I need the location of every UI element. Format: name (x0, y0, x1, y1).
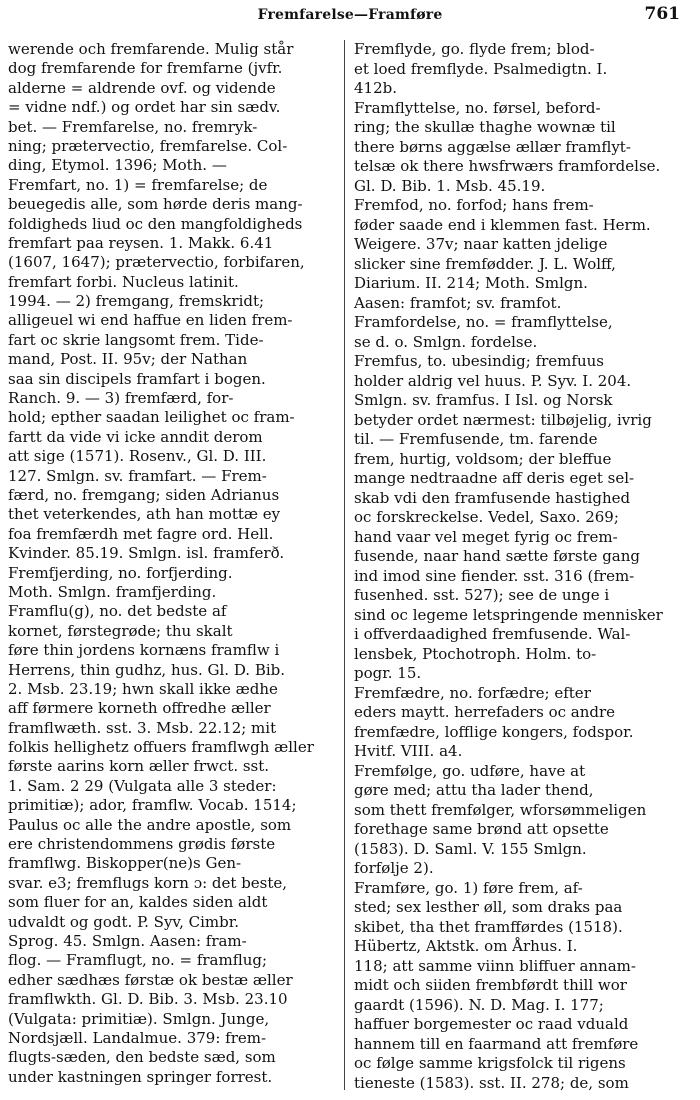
text-line: Paulus oc alle the andre apostle, som (8, 815, 292, 834)
text-line: framflwg. Biskopper(ne)s Gen- (8, 854, 242, 873)
text-line: udvaldt og godt. P. Syv, Cimbr. (8, 912, 240, 931)
text-line: 412b. (354, 79, 398, 97)
text-line: oc følge samme krigsfolck til rigens (354, 1054, 626, 1072)
text-line: Hübertz, Aktstk. om Århus. I. (354, 937, 578, 955)
text-line: Fremfod, no. forfod; hans frem- (354, 196, 594, 214)
text-line: 118; att samme viinn bliffuer annam- (354, 956, 636, 975)
text-line: (Vulgata: primitiæ). Smlgn. Junge, (8, 1009, 270, 1028)
text-line: midt och siiden frembførdt thill wor (354, 976, 627, 994)
text-line: 127. Smlgn. sv. framfart. — Frem- (8, 466, 267, 485)
text-line: werende och fremfarende. Mulig står (8, 40, 294, 58)
text-line: Framfordelse, no. = framflyttelse, (354, 313, 613, 331)
text-line: flog. — Framflugt, no. = framflug; (8, 951, 268, 970)
text-line: gaardt (1596). N. D. Mag. I. 177; (354, 995, 604, 1014)
text-line: Fremflyde, go. flyde frem; blod- (354, 40, 595, 58)
text-line: ding, Etymol. 1396; Moth. — (8, 156, 227, 175)
text-line: et loed fremflyde. Psalmedigtn. I. (354, 59, 608, 78)
text-line: fusenhed. sst. 527); see de unge i (354, 586, 610, 604)
text-line: oc forskreckelse. Vedel, Saxo. 269; (354, 508, 619, 526)
text-line: Framflu(g), no. det bedste af (8, 602, 227, 621)
text-line: Ranch. 9. — 3) fremfærd, for- (8, 389, 234, 408)
text-line: Diarium. II. 214; Moth. Smlgn. (354, 274, 588, 292)
text-line: fremfart forbi. Nucleus latinit. (8, 272, 239, 291)
text-line: Kvinder. 85.19. Smlgn. isl. framferð. (8, 544, 285, 563)
text-line: telsæ ok there hwsfrwærs framfordelse. (354, 157, 661, 175)
text-line: = vidne ndf.) og ordet har sin sædv. (8, 98, 281, 117)
text-line: tieneste (1583). sst. II. 278; de, som (354, 1073, 629, 1092)
text-line: primitiæ); ador, framflw. Vocab. 1514; (8, 796, 297, 815)
text-line: thet veterkendes, ath han mottæ ey (8, 505, 281, 524)
page-number: 761 (644, 4, 680, 24)
text-line: fart oc skrie langsomt frem. Tide- (8, 330, 264, 349)
text-line: Nordsjæll. Landalmue. 379: frem- (8, 1028, 267, 1047)
text-line: som thett fremfølger, wforsømmeligen (354, 800, 647, 819)
text-line: føre thin jordens kornæns framflw i (8, 641, 280, 660)
text-line: frem, hurtig, voldsom; der bleffue (354, 449, 612, 468)
text-line: mand, Post. II. 95v; der Nathan (8, 350, 248, 369)
text-line: skibet, tha thet framfførdes (1518). (354, 917, 623, 936)
text-line: folkis hellighetz offuers framflwgh æller (8, 738, 314, 757)
text-line: Fremfølge, go. udføre, have at (354, 761, 586, 780)
text-line: flugts-sæden, den bedste sæd, som (8, 1048, 276, 1067)
text-line: fartt da vide vi icke anndit derom (8, 427, 263, 446)
text-line: fremfart paa reysen. 1. Makk. 6.41 (8, 233, 274, 252)
text-line: haffuer borgemester oc raad vduald (354, 1015, 629, 1033)
text-line: aff førmere korneth offredhe æller (8, 699, 271, 718)
right-column (354, 40, 694, 1092)
text-line: kornet, førstegrøde; thu skalt (8, 621, 233, 640)
text-line: mange nedtraadne aff deris eget sel- (354, 469, 635, 487)
text-line: Fremfart, no. 1) = fremfarelse; de (8, 175, 268, 194)
text-line: Aasen: framfot; sv. framfot. (354, 293, 562, 312)
text-line: ning; prætervectio, fremfarelse. Col- (8, 136, 288, 155)
left-column (8, 40, 338, 1092)
text-line: Moth. Smlgn. framfjerding. (8, 582, 217, 601)
text-line: Fremfædre, no. forfædre; efter (354, 683, 591, 702)
text-line: 2. Msb. 23.19; hwn skall ikke ædhe (8, 679, 278, 698)
text-line: beuegedis alle, som hørde deris mang- (8, 195, 303, 214)
text-line: forfølje 2). (354, 859, 434, 877)
text-line: fusende, naar hand sætte første gang (354, 547, 641, 565)
text-line: som fluer for an, kaldes siden aldt (8, 893, 268, 912)
text-line: Hvitf. VIII. a4. (354, 742, 463, 760)
text-line: fremfædre, lofflige kongers, fodspor. (354, 722, 634, 741)
text-line: sted; sex lesther øll, som draks paa (354, 898, 623, 916)
text-line: skab vdi den framfusende hastighed (354, 488, 631, 507)
text-line: færd, no. fremgang; siden Adrianus (8, 485, 280, 504)
text-line: hand vaar vel meget fyrig oc frem- (354, 527, 618, 546)
text-line: foa fremfærdh met fagre ord. Hell. (8, 524, 274, 543)
text-line: ind imod sine fiender. sst. 316 (frem- (354, 566, 635, 585)
text-line: holder aldrig vel huus. P. Syv. I. 204. (354, 371, 632, 390)
text-line: betyder ordet nærmest: tilbøjelig, ivrig (354, 410, 652, 429)
text-line: Framflyttelse, no. førsel, beford- (354, 98, 601, 117)
text-line: (1607, 1647); prætervectio, forbifaren, (8, 253, 305, 272)
text-line: under kastningen springer forrest. (8, 1067, 273, 1086)
text-line: slicker sine fremfødder. J. L. Wolff, (354, 254, 616, 273)
text-line: gøre med; attu tha lader thend, (354, 781, 594, 799)
text-line: føder saade end i klemmen fast. Herm. (354, 215, 651, 234)
text-line: pogr. 15. (354, 664, 422, 682)
text-line: i offverdaadighed fremfusende. Wal- (354, 625, 631, 643)
text-line: ring; the skullæ thaghe wownæ til (354, 118, 616, 136)
text-line: sind oc legeme letspringende mennisker (354, 605, 663, 624)
text-line: lensbek, Ptochotroph. Holm. to- (354, 644, 597, 663)
text-line: eders maytt. herrefaders oc andre (354, 703, 616, 721)
text-line: Fremfjerding, no. forfjerding. (8, 563, 233, 582)
text-line: saa sin discipels framfart i bogen. (8, 369, 266, 388)
text-line: Gl. D. Bib. 1. Msb. 45.19. (354, 176, 546, 195)
text-line: 1. Sam. 2 29 (Vulgata alle 3 steder: (8, 776, 277, 795)
text-line: Fremfus, to. ubesindig; fremfuus (354, 352, 604, 370)
text-line: Herrens, thin gudhz, hus. Gl. D. Bib. (8, 660, 286, 679)
text-line: ere christendommens grødis første (8, 835, 276, 854)
text-line: se d. o. Smlgn. fordelse. (354, 332, 538, 351)
text-line: hold; epther saadan leilighet oc fram- (8, 408, 295, 427)
text-line: Sprog. 45. Smlgn. Aasen: fram- (8, 931, 247, 950)
text-line: edher sædhæs førstæ ok bestæ æller (8, 970, 293, 989)
running-head: Fremfarelse—Framføre (257, 7, 443, 23)
column-divider (344, 40, 345, 1090)
text-line: hannem till en faarmand att fremføre (354, 1034, 639, 1053)
text-line: (1583). D. Saml. V. 155 Smlgn. (354, 839, 587, 858)
text-line: til. — Fremfusende, tm. farende (354, 430, 598, 448)
text-line: Smlgn. sv. framfus. I Isl. og Norsk (354, 391, 613, 409)
text-line: framflwkth. Gl. D. Bib. 3. Msb. 23.10 (8, 990, 288, 1009)
text-line: første aarins korn æller frwct. sst. (8, 757, 270, 776)
text-line: att sige (1571). Rosenv., Gl. D. III. (8, 447, 267, 466)
text-line: bet. — Fremfarelse, no. fremryk- (8, 117, 258, 136)
text-line: 1994. — 2) fremgang, fremskridt; (8, 292, 265, 311)
text-line: forethage same brønd att opsette (354, 820, 609, 838)
text-line: alligeuel wi end haffue en liden frem- (8, 311, 293, 330)
text-line: alderne = aldrende ovf. og vidende (8, 78, 276, 97)
text-line: framflwæth. sst. 3. Msb. 22.12; mit (8, 718, 277, 737)
text-line: Framføre, go. 1) føre frem, af- (354, 878, 583, 897)
text-line: there børns aggælse ællær framflyt- (354, 137, 631, 156)
text-line: svar. e3; fremflugs korn ɔ: det beste, (8, 873, 288, 892)
text-line: Weigere. 37v; naar katten jdelige (354, 235, 608, 253)
text-line: foldigheds liud oc den mangfoldigheds (8, 214, 303, 233)
text-line: dog fremfarende for fremfarne (jvfr. (8, 59, 283, 78)
